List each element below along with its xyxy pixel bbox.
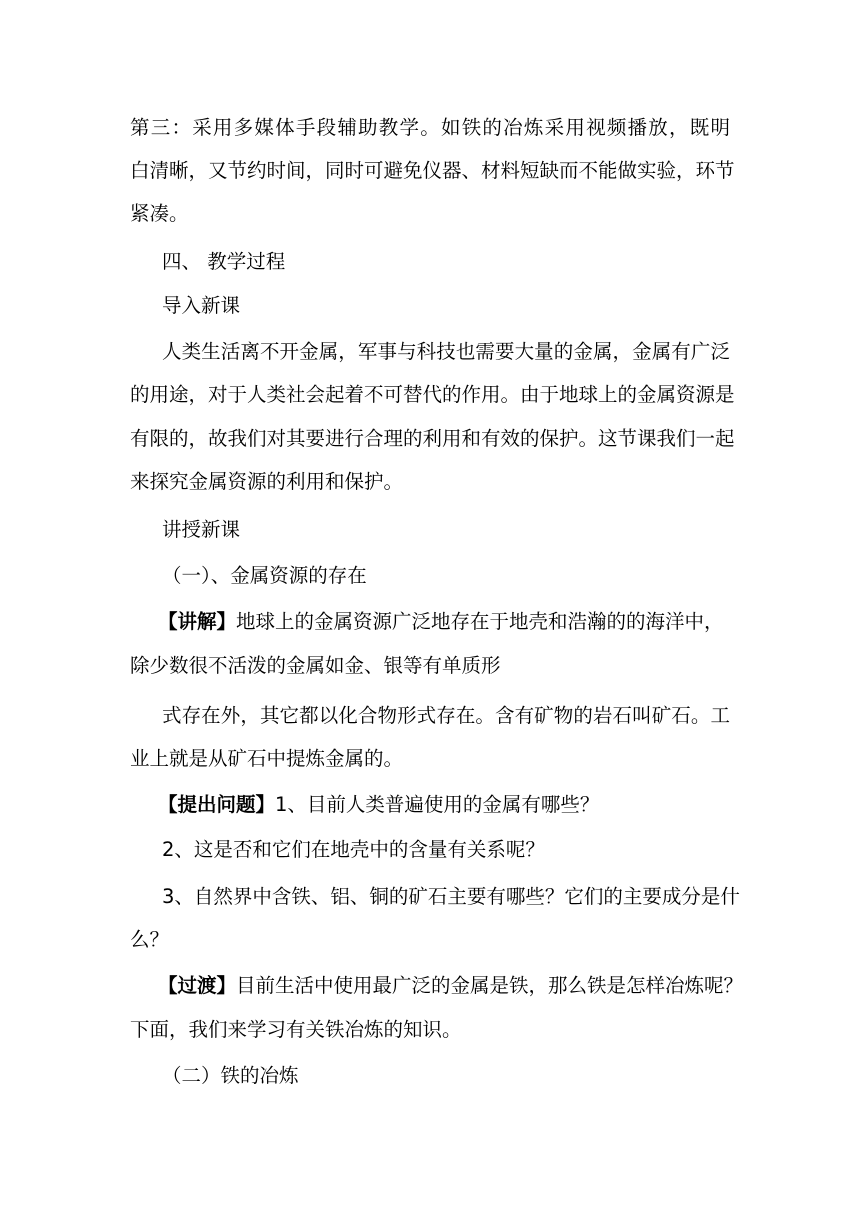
paragraph-line: 的用途，对于人类社会起着不可替代的作用。由于地球上的金属资源是 (130, 383, 735, 406)
subsection-heading: （二）铁的冶炼 (162, 1064, 299, 1087)
paragraph-text: 地球上的金属资源广泛地存在于地壳和浩瀚的的海洋中， (236, 610, 724, 633)
paragraph-line: 紧凑。 (130, 202, 189, 225)
paragraph-text: 目前生活中使用最广泛的金属是铁，那么铁是怎样冶炼呢？ (236, 974, 744, 997)
paragraph-line (158, 793, 599, 817)
paragraph-line: 白清晰，又节约时间，同时可避免仪器、材料短缺而不能做实验，环节 (130, 159, 735, 182)
question-item: 2、这是否和它们在地壳中的含量有关系呢？ (162, 838, 545, 861)
paragraph-line: 下面，我们来学习有关铁冶炼的知识。 (130, 1018, 462, 1041)
subsection-heading: （一）、金属资源的存在 (162, 564, 367, 587)
question-item: 么？ (130, 928, 170, 951)
paragraph-text: 1、目前人类普遍使用的金属有哪些？ (275, 793, 600, 816)
section-heading: 四、 教学过程 (162, 250, 286, 273)
paragraph-line: 业上就是从矿石中提炼金属的。 (130, 747, 404, 770)
tag-label: 【提出问题】 (158, 793, 276, 816)
subheading: 讲授新课 (162, 518, 241, 541)
paragraph-line: 第三：采用多媒体手段辅助教学。如铁的冶炼采用视频播放，既明 (130, 116, 730, 139)
question-item: 3、自然界中含铁、铝、铜的矿石主要有哪些？它们的主要成分是什 (162, 885, 740, 908)
paragraph-line: 人类生活离不开金属，军事与科技也需要大量的金属，金属有广泛 (162, 340, 730, 363)
paragraph-line (158, 610, 724, 634)
paragraph-line: 来探究金属资源的利用和保护。 (130, 470, 404, 493)
subheading: 导入新课 (162, 294, 241, 317)
paragraph-line (158, 974, 743, 998)
paragraph-line: 除少数很不活泼的金属如金、银等有单质形 (130, 654, 501, 677)
paragraph-line: 式存在外，其它都以化合物形式存在。含有矿物的岩石叫矿石。工 (162, 704, 730, 727)
tag-label: 【过渡】 (158, 974, 237, 997)
paragraph-line: 有限的，故我们对其要进行合理的利用和有效的保护。这节课我们一起 (130, 427, 735, 450)
tag-label: 【讲解】 (158, 610, 237, 633)
